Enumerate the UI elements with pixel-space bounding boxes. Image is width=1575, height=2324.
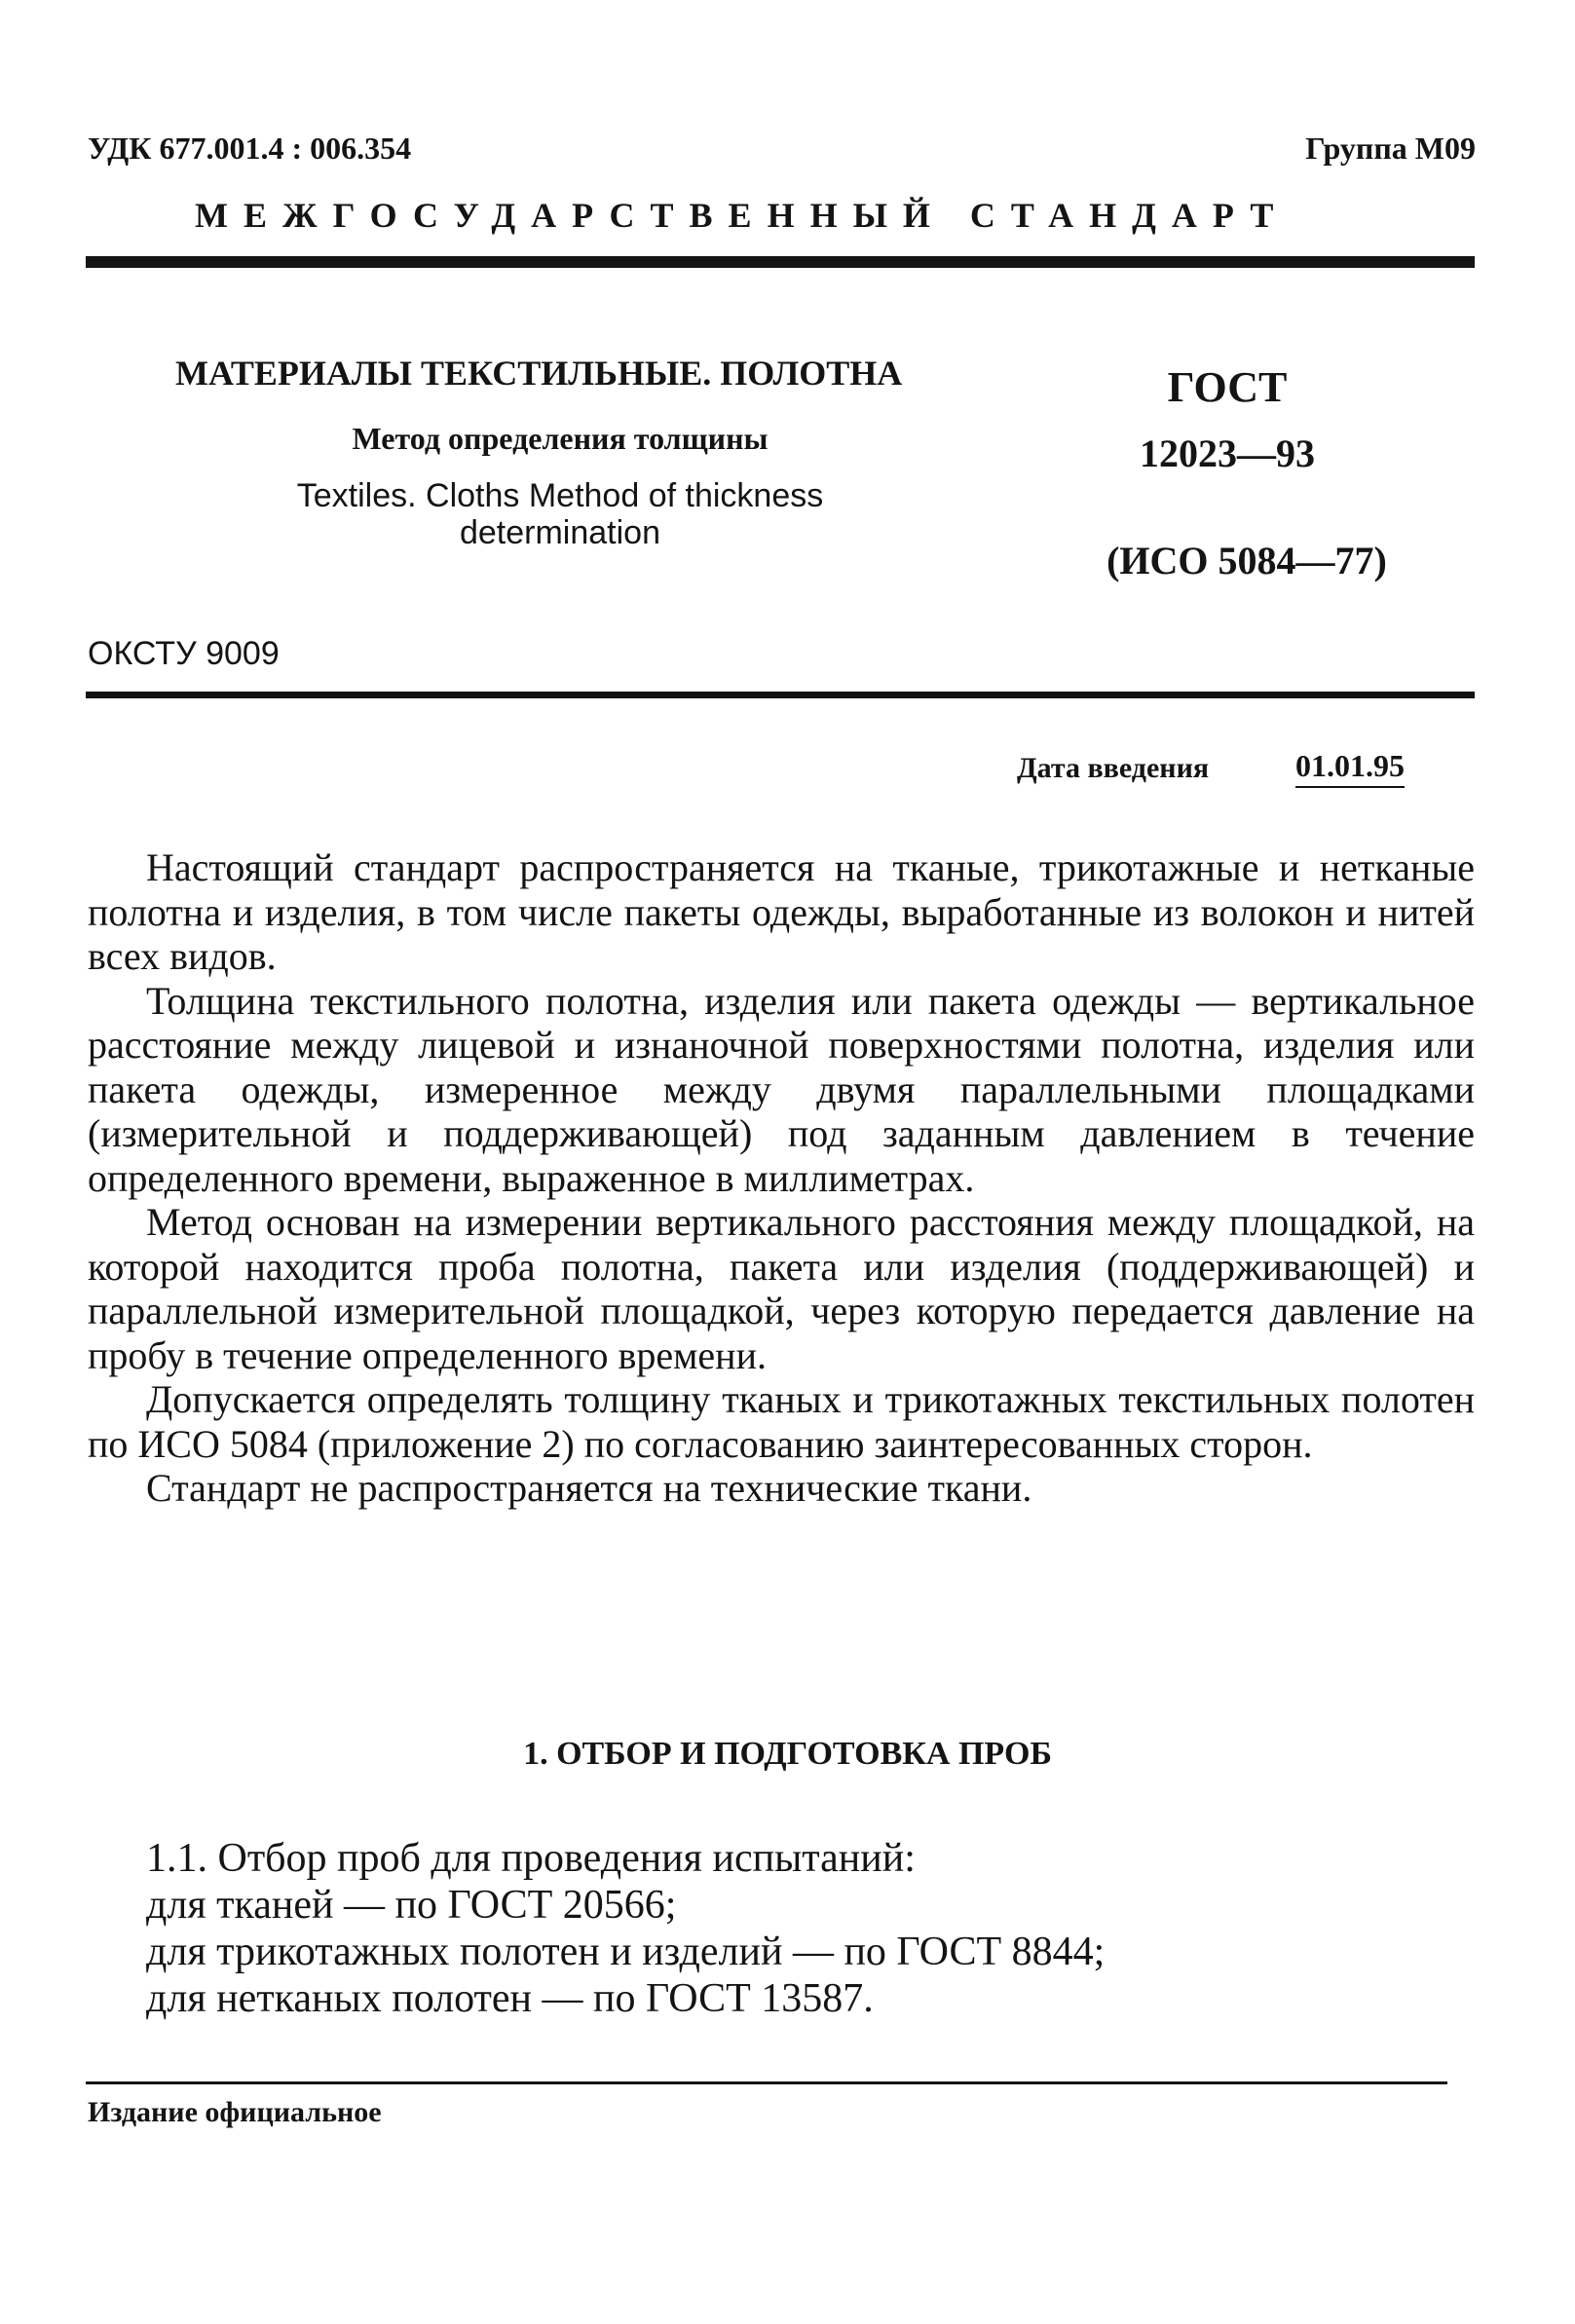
english-title-line-2: determination [459,514,660,551]
footer-rule [86,2081,1447,2084]
middle-rule [86,692,1475,698]
iso-reference: (ИСО 5084—77) [1106,539,1387,582]
document-subtitle: Метод определения толщины [352,421,769,456]
list-item: для нетканых полотен — по ГОСТ 13587. [146,1976,874,2021]
section-title: 1. ОТБОР И ПОДГОТОВКА ПРОБ [523,1736,1052,1772]
interstate-standard-heading: МЕЖГОСУДАРСТВЕННЫЙ СТАНДАРТ [195,196,1290,235]
paragraph-iso-allowance: Допускается определять толщину тканых и трикотажных текстильных полотен по ИСО 5084 (приложение 2) по согласованию заинтересованных сторон. [88,1377,1475,1466]
body-text [88,845,1475,1511]
edition-note: Издание официальное [88,2096,382,2128]
introduction-date-label: Дата введения [1017,752,1210,784]
paragraph-thickness-definition: Толщина текстильного полотна, изделия или пакета одежды — вертикальное расстояние между лицевой и изнаночной поверхностями полотна, изделия или пакета одежды, измеренное между двумя параллельными площадками (измерительной и поддерживающей) под заданным давлением в течение определенного времени, выраженное в миллиметрах. [88,978,1475,1200]
list-item: для тканей — по ГОСТ 20566; [146,1883,677,1928]
okstu-code: ОКСТУ 9009 [88,635,280,672]
gost-label: ГОСТ [1167,363,1288,411]
english-title-line-1: Textiles. Cloths Method of thickness [296,477,824,514]
paragraph-scope: Настоящий стандарт распространяется на тканые, трикотажные и нетканые полотна и изделия, в том числе пакеты одежды, выработанные из волокон и нитей всех видов. [88,845,1475,978]
sampling-list [146,1835,1105,2022]
gost-number: 12023—93 [1140,431,1315,475]
paragraph-exclusion: Стандарт не распространяется на технические ткани. [146,1466,1032,1510]
document-title: МАТЕРИАЛЫ ТЕКСТИЛЬНЫЕ. ПОЛОТНА [175,354,903,393]
list-item: для трикотажных полотен и изделий — по ГОСТ 8844; [146,1930,1106,1974]
udk-code: УДК 677.001.4 : 006.354 [88,131,412,166]
list-item: 1.1. Отбор проб для проведения испытаний: [146,1836,916,1881]
paragraph-method: Метод основан на измерении вертикального расстояния между площадкой, на которой находится проба полотна, пакета или изделия (поддерживающей) и параллельной измерительной площадкой, через которую передается давление на пробу в течение определенного времени. [88,1200,1475,1377]
english-title [175,477,945,551]
group-code: Группа М09 [1305,131,1476,166]
top-rule [86,256,1475,268]
introduction-date-value: 01.01.95 [1295,748,1405,788]
